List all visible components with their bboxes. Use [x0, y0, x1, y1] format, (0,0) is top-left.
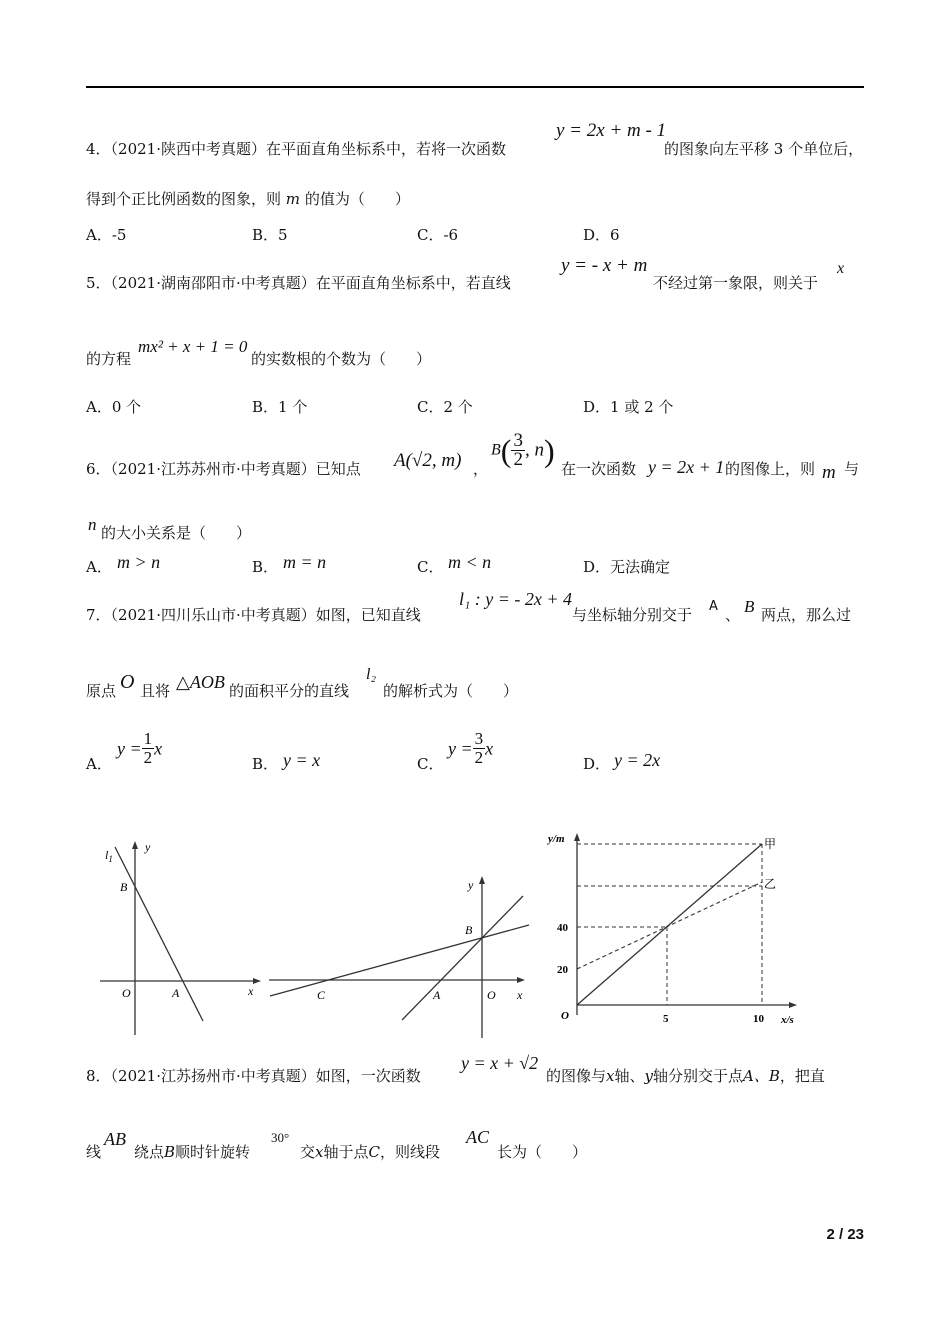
fig2-point-a: A: [433, 988, 441, 1002]
q5-line2-end: 的实数根的个数为（ ）: [251, 350, 432, 368]
fig1-point-b: B: [120, 880, 128, 894]
q5-option-c[interactable]: C．2 个: [417, 398, 473, 416]
q7-option-d[interactable]: y = 2x: [614, 750, 661, 770]
q5-option-b[interactable]: B．1 个: [252, 398, 308, 416]
fig1-l1-label: $l_1$: [105, 848, 113, 864]
q6-and: 与: [844, 460, 860, 478]
fig3-x-arrow: [789, 1002, 797, 1008]
q8-line2-end: 长为（ ）: [497, 1143, 588, 1161]
fig3-origin: O: [561, 1010, 569, 1022]
q4-line2: 得到个正比例函数的图象，则 m 的值为（ ）: [86, 190, 410, 208]
fig2-y-arrow: [479, 876, 485, 884]
q8-line2-b: 绕点B顺时针旋转: [134, 1143, 251, 1161]
q5-option-d[interactable]: D．1 或 2 个: [583, 398, 674, 416]
fig3-tick-40: 40: [557, 922, 568, 934]
fig3-y-label: y/m: [548, 833, 565, 845]
q6-option-b-label[interactable]: B．: [252, 558, 279, 576]
q6-formula: y = 2x + 1: [648, 457, 725, 477]
page-number: 2 / 23: [826, 1226, 864, 1243]
q7-origin: O: [120, 671, 135, 693]
q6-point-b: B( $\frac{3}{2}$ , n): [491, 430, 555, 470]
fig2-y-label: y: [468, 878, 474, 892]
q7-triangle: △AOB: [176, 672, 225, 692]
q4-option-a[interactable]: A．-5: [86, 226, 127, 244]
q7-line1: 7．（2021·四川乐山市·中考真题）如图，已知直线: [86, 606, 421, 624]
q7-option-a[interactable]: y = $\frac{1}{2}$ x: [117, 729, 163, 767]
q7-line2-start: 原点: [86, 682, 117, 700]
q6-option-c-label[interactable]: C．: [417, 558, 444, 576]
q4-line1-end: 的图象向左平移 3 个单位后，: [664, 140, 864, 158]
q5-var-x: x: [837, 260, 845, 277]
q7-option-c-label[interactable]: C．: [417, 755, 444, 773]
q6-var-n: n: [88, 515, 97, 534]
q8-line1: 8．（2021·江苏扬州市·中考真题）如图，一次函数: [86, 1067, 421, 1085]
fig2-point-c: C: [317, 988, 326, 1002]
q7-sep: 、: [725, 606, 741, 624]
fig1-y-arrow: [132, 841, 138, 849]
figure-line-l1: [95, 835, 265, 1035]
q6-option-a[interactable]: m > n: [117, 552, 161, 572]
q6-option-a-label[interactable]: A．: [86, 558, 112, 576]
q7-line2-b: 且将: [140, 682, 171, 700]
q7-line2-c: 的面积平分的直线: [229, 682, 350, 700]
q8-formula: y = x + √2: [461, 1053, 539, 1073]
q4-line1: 4．（2021·陕西中考真题）在平面直角坐标系中，若将一次函数: [86, 140, 507, 158]
fig1-x-label: x: [248, 984, 254, 998]
q8-ac: AC: [466, 1127, 490, 1147]
fig3-tick-10: 10: [753, 1013, 764, 1025]
figure-distance-time: [545, 825, 810, 1035]
q7-point-b: B: [744, 597, 755, 616]
q6-option-b[interactable]: m = n: [283, 552, 327, 572]
q5-equation: mx² + x + 1 = 0: [138, 337, 248, 356]
q5-option-a[interactable]: A．0 个: [86, 398, 142, 416]
q7-option-a-label[interactable]: A．: [86, 755, 112, 773]
q8-line2-c: 交x轴于点C，则线段: [300, 1143, 440, 1161]
fig1-point-a: A: [172, 986, 180, 1000]
q5-formula: y = - x + m: [561, 255, 648, 276]
q8-line2-start: 线: [86, 1143, 102, 1161]
q5-line2-start: 的方程: [86, 350, 132, 368]
q7-l2: l₂: [366, 666, 377, 683]
q7-option-d-label[interactable]: D．: [583, 755, 611, 773]
fig1-y-label: y: [145, 840, 151, 854]
fig2-x-arrow: [517, 977, 525, 983]
q7-line2-end: 的解析式为（ ）: [383, 682, 519, 700]
q7-point-a: A: [709, 599, 718, 614]
q7-line-l1: l₁ : y = - 2x + 4: [459, 589, 573, 609]
fig3-tick-5: 5: [663, 1013, 669, 1025]
q7-option-b-label[interactable]: B．: [252, 755, 279, 773]
fig3-y-arrow: [574, 833, 580, 841]
q4-option-b[interactable]: B．5: [252, 226, 288, 244]
figure-two-lines: [267, 870, 532, 1040]
q6-line2: 的大小关系是（ ）: [101, 524, 252, 542]
fig3-yi-label: 乙: [764, 877, 777, 891]
q6-var-m: m: [822, 462, 836, 483]
q7-line1-end: 两点，那么过: [761, 606, 852, 624]
fig3-tick-20: 20: [557, 964, 568, 976]
fig2-line-ab: [402, 896, 523, 1020]
fig1-origin: O: [122, 986, 131, 1000]
q6-line1: 6．（2021·江苏苏州市·中考真题）已知点: [86, 460, 361, 478]
fig2-line-cb: [270, 925, 529, 996]
q4-option-d[interactable]: D．6: [583, 226, 620, 244]
q7-option-b[interactable]: y = x: [283, 750, 321, 770]
header-rule: [86, 86, 864, 88]
fig2-origin: O: [487, 988, 496, 1002]
q6-option-d[interactable]: D．无法确定: [583, 558, 671, 576]
q6-comma: ，: [473, 460, 489, 478]
q8-angle: 30°: [271, 1130, 290, 1145]
fig1-x-arrow: [253, 978, 261, 984]
q7-line1-mid: 与坐标轴分别交于: [572, 606, 693, 624]
q4-option-c[interactable]: C．-6: [417, 226, 459, 244]
q8-ab: AB: [104, 1129, 126, 1149]
q6-line1-end: 的图像上，则: [725, 460, 816, 478]
fig3-line-yi: [577, 882, 762, 969]
fig3-line-jia: [577, 844, 762, 1005]
q6-line1-mid: 在一次函数: [561, 460, 637, 478]
fig3-x-label: x/s: [781, 1014, 794, 1026]
fig2-x-label: x: [517, 988, 523, 1002]
q6-option-c[interactable]: m < n: [448, 552, 492, 572]
q4-formula: y = 2x + m - 1: [556, 120, 667, 141]
fig3-jia-label: 甲: [764, 837, 777, 851]
fig2-point-b: B: [465, 923, 473, 937]
q6-point-a: A(√2, m): [394, 450, 462, 471]
q8-line1-end: 的图像与x轴、y轴分别交于点A、B，把直: [546, 1067, 825, 1085]
q5-line1-end: 不经过第一象限，则关于: [653, 274, 819, 292]
q5-line1: 5．（2021·湖南邵阳市·中考真题）在平面直角坐标系中，若直线: [86, 274, 511, 292]
q7-option-c[interactable]: y = $\frac{3}{2}$ x: [448, 729, 494, 767]
